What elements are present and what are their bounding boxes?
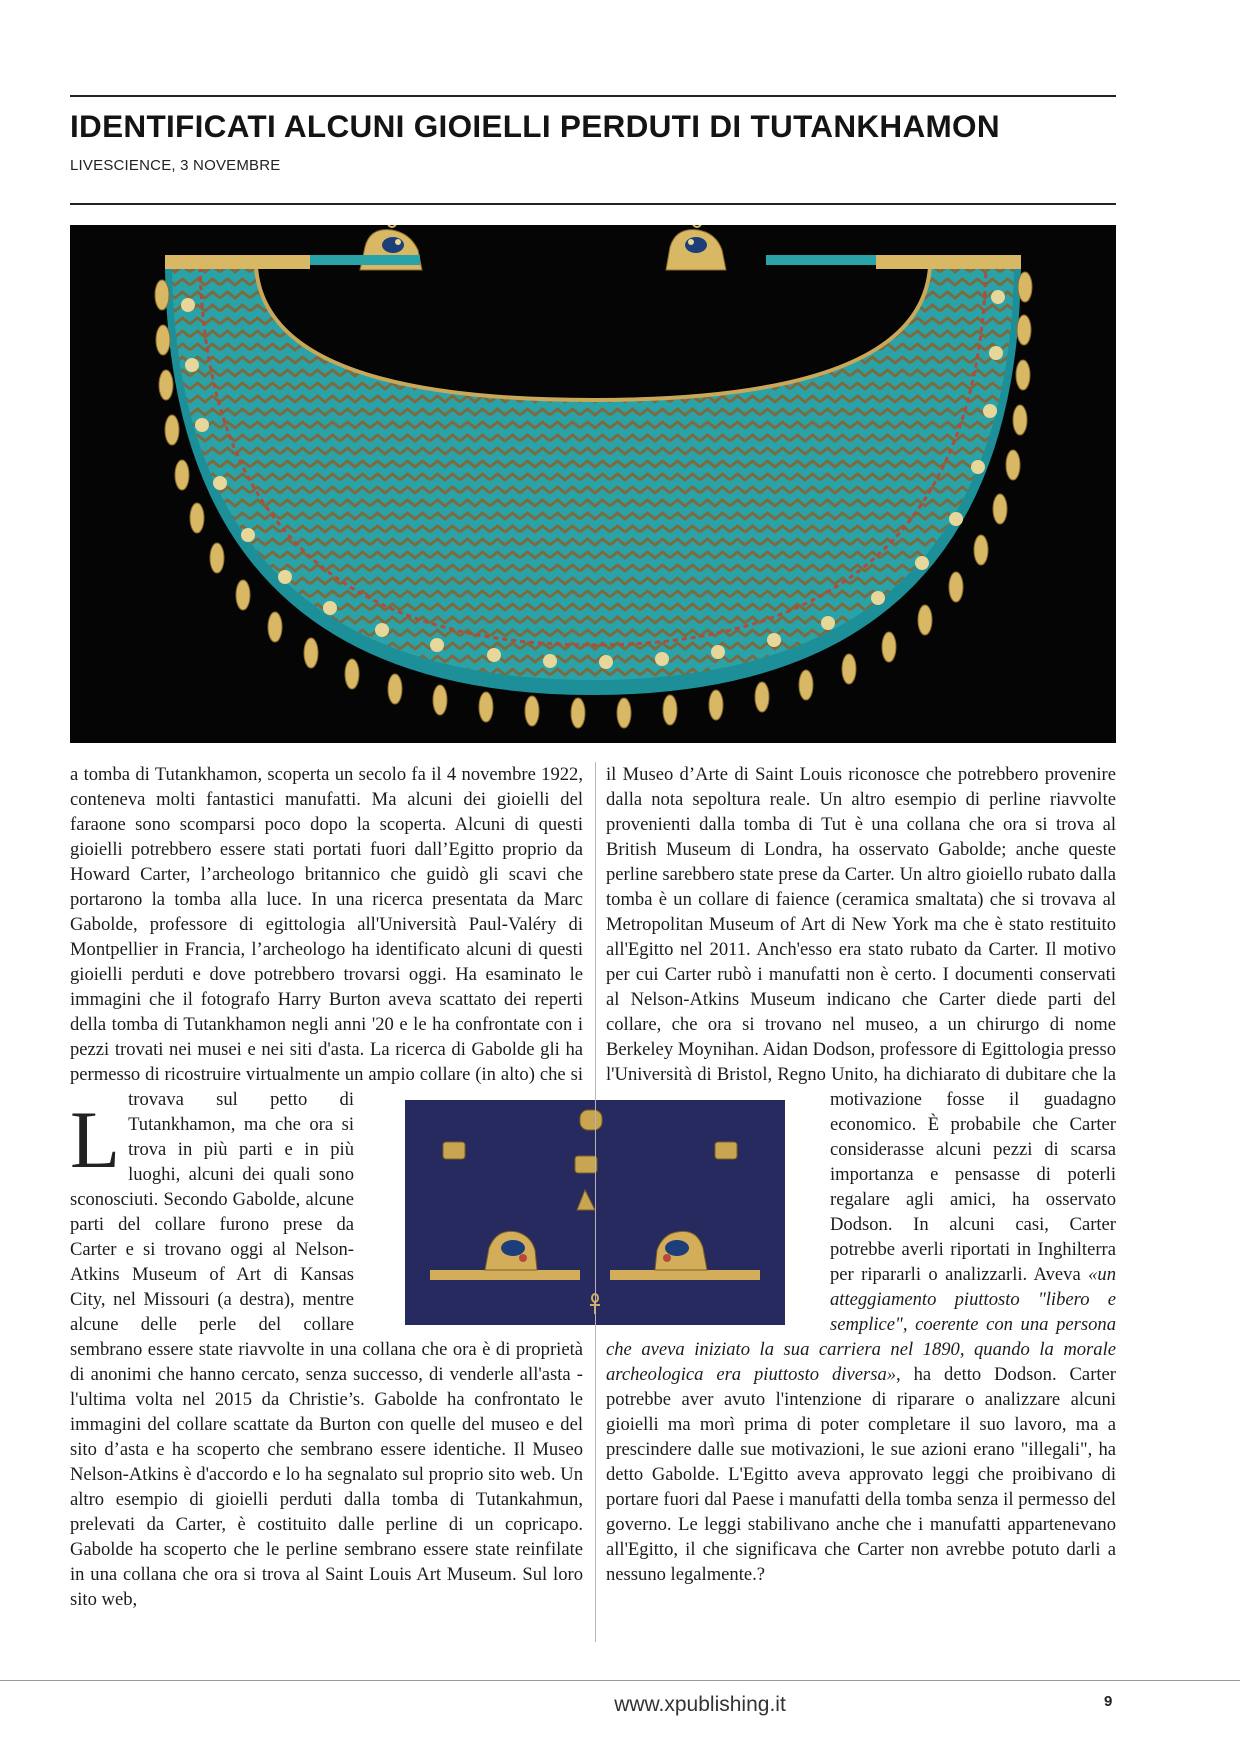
collar-photo xyxy=(70,225,1116,743)
column-divider xyxy=(595,762,596,1642)
broad-collar-necklace-icon xyxy=(70,225,1116,743)
footer-url-link[interactable]: www.xpublishing.it xyxy=(614,1693,786,1716)
article-column-right xyxy=(606,762,1116,1642)
article-source: LIVESCIENCE, 3 NOVEMBRE xyxy=(70,157,281,174)
falcon-head-right xyxy=(666,225,726,270)
page-number: 9 xyxy=(1104,1693,1113,1710)
drop-cap: L xyxy=(70,1094,121,1185)
dodson-quote: «un atteggiamento piuttosto "libero e semplice", coerente con una persona che aveva iniziato la sua carriera nel 1890, quando la morale archeologica era piuttosto diversa» xyxy=(606,1264,1116,1385)
header-rule-bottom xyxy=(70,203,1116,205)
right-text-1: il Museo d’Arte di Saint Louis riconosce che potrebbero provenire dalla nota sepoltura reale. Un altro esempio di perline riavvolte provenienti dalla tomba di Tut è una collana che ora si trova al British Museum di Londra, ha osservato Gabolde; anche queste perline sarebbero state prese da Carter. Un altro gioiello rubato dalla tomba è un collare di faience (ceramica smaltata) che si trovava al Metropolitan Museum of Art di New York ma che è stato restituito all'Egitto nel 2011. Anch'esso era stato rubato da Carter. Il motivo per cui Carter rubò i manufatti non è certo. I documenti conservati al Nelson-Atkins Museum indicano che Carter diede parti del collare, che ora si trovano nel museo, a un chirurgo di nome Berkeley Moynihan. Aidan Dodson, professore di Egittologia presso l'Università di Bristol, Regno Unito, ha dichiarato di dubitare che la motivazione fosse il guadagno economico. È probabile che Carter considerasse alcuni pezzi di scarsa importanza e pensasse di poterli regalare agli amici, ha osservato Dodson. In alcuni casi, Carter potrebbe averli riportati in Inghilterra per ripararli o analizzarli. Aveva xyxy=(606,764,1116,1285)
article-title: IDENTIFICATI ALCUNI GIOIELLI PERDUTI DI TUTANKHAMON xyxy=(70,108,1000,144)
header-rule-top xyxy=(70,95,1116,97)
right-text-2: , ha detto Dodson. Carter potrebbe aver avuto l'intenzione di riparare o analizzare alcuni gioielli ma morì prima di poter completare il suo lavoro, ma a prescindere dalle sue motivazioni, le sue azioni erano "illegali", ha detto Gabolde. L'Egitto aveva approvato leggi che proibivano di portare fuori dal Paese i manufatti della tomba senza il permesso del governo. Le leggi stabilivano anche che i manufatti appartenevano all'Egitto, il che significava che Carter non avrebbe potuto darli a nessuno legalmente.? xyxy=(606,1364,1116,1585)
article-column-left xyxy=(70,762,583,1642)
left-intro-text: a tomba di Tutankhamon, scoperta un secolo fa il 4 novembre 1922, conteneva molti fantastici manufatti. Ma alcuni dei gioielli del faraone sono scomparsi poco dopo la scoperta. Alcuni di questi gioielli potrebbero essere stati portati fuori dall’Egitto proprio da Howard Carter, l’archeologo britannico che guidò gli scavi che portarono la tomba alla luce. In una ricerca presentata da Marc Gabolde, professore di egittologia all'Università Paul-Valéry di Montpellier in Francia, l’archeologo ha identificato alcuni di questi gioielli perduti e dove potrebbero trovarsi oggi. Ha esaminato le immagini che il fotografo Harry Burton aveva scattato dei reperti della tomba di Tutankhamon negli anni '20 e le ha confrontate con i pezzi trovati nei musei e nei siti d'asta. La ricerca di Gabolde gli ha permesso di ricostruire virtualmente un ampio collare (in alto) che si trovava sul petto di Tutankhamon, ma che ora si trova in più parti e in più luoghi, alcuni dei quali sono sconosciuti. Secondo Gabolde, alcune parti del collare furono prese da Carter e si trovano oggi al Nelson-Atkins Museum of Art di Kansas City, nel Missouri (a destra), mentre alcune delle perle del collare sembrano essere state riavvolte in una collana che ora è di proprietà di anonimi che hanno cercato, senza successo, di venderle all'asta - l'ultima volta nel 2015 da Christie’s. Gabolde ha confrontato le immagini del collare scattate da Burton con quelle del museo e del sito d’asta e ha scoperto che sembrano essere identiche. Il Museo Nelson-Atkins è d'accordo e lo ha segnalato sul proprio sito web. Un altro esempio di gioielli perduti dalla tomba di Tutankahmun, prelevati da Carter, è costituito dalle perline di un copricapo. Gabolde ha scoperto che le perline sembrano essere state reinfilate in una collana che ora si trova al Saint Louis Art Museum. Sul loro sito web, xyxy=(70,764,583,1610)
footer-rule xyxy=(0,1680,1240,1681)
